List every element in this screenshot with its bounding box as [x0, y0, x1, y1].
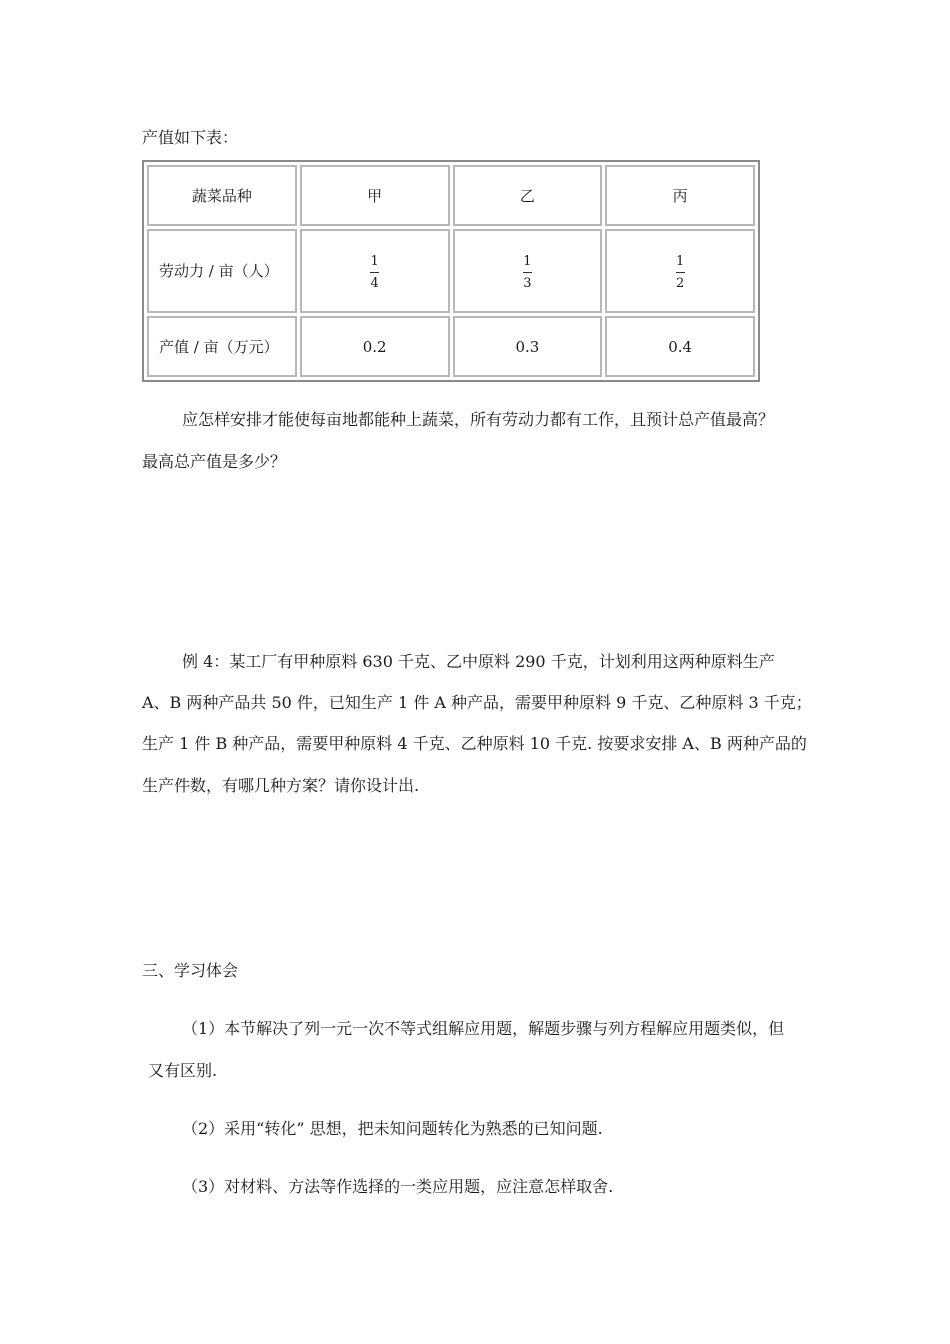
fraction-numerator: 1: [523, 253, 532, 269]
table-header-row: [147, 165, 755, 226]
table-row-labor: [147, 229, 755, 314]
fraction-bar: [370, 272, 379, 273]
fraction-denominator: 4: [370, 275, 379, 291]
fraction-denominator: 2: [675, 275, 685, 291]
header-jia: 甲: [300, 165, 450, 226]
fraction: [523, 254, 532, 291]
output-cell-jia: 0.2: [300, 316, 450, 377]
point-3: （3）对材料、方法等作选择的一类应用题，应注意怎样取舍.: [182, 1177, 614, 1196]
example4-line-1: 例 4：某工厂有甲种原料 630 千克、乙中原料 290 千克，计划利用这两种原料生产: [182, 652, 775, 671]
fraction-numerator: 1: [370, 253, 379, 269]
output-cell-bing: 0.4: [605, 316, 755, 377]
vegetable-table: [142, 160, 760, 382]
fraction-bar: [523, 272, 532, 273]
labor-cell-jia: [300, 229, 450, 314]
section-title: 三、学习体会: [142, 961, 239, 980]
example4-line-4: 生产件数，有哪几种方案？请你设计出.: [142, 776, 420, 795]
example4-line-3: 生产 1 件 B 种产品，需要甲种原料 4 千克、乙种原料 10 千克. 按要求安排 A、B 两种产品的: [142, 734, 807, 753]
header-bing: 丙: [605, 165, 755, 226]
example4-line-2: A、B 两种产品共 50 件，已知生产 1 件 A 种产品，需要甲种原料 9 千克、乙种原料 3 千克；: [142, 693, 812, 712]
question-line-1: 应怎样安排才能使每亩地都能种上蔬菜，所有劳动力都有工作，且预计总产值最高？: [182, 410, 775, 429]
fraction-denominator: 3: [523, 275, 532, 291]
point-1-line-2: 又有区别.: [148, 1061, 218, 1080]
labor-cell-yi: [453, 229, 603, 314]
header-yi: 乙: [453, 165, 603, 226]
fraction-numerator: 1: [675, 253, 685, 269]
point-2: （2）采用“转化” 思想，把未知问题转化为熟悉的已知问题.: [182, 1119, 603, 1138]
header-variety: 蔬菜品种: [147, 165, 297, 226]
labor-cell-bing: [605, 229, 755, 314]
table-row-output: [147, 316, 755, 377]
labor-label: 劳动力 / 亩（人）: [147, 229, 297, 314]
question-line-2: 最高总产值是多少？: [142, 452, 287, 471]
fraction-bar: [676, 272, 685, 273]
table-intro: 产值如下表：: [142, 128, 239, 147]
output-cell-yi: 0.3: [453, 316, 603, 377]
fraction: [370, 254, 379, 291]
point-1-line-1: （1）本节解决了列一元一次不等式组解应用题，解题步骤与列方程解应用题类似，但: [182, 1019, 785, 1038]
fraction: [676, 254, 685, 291]
output-label: 产值 / 亩（万元）: [147, 316, 297, 377]
